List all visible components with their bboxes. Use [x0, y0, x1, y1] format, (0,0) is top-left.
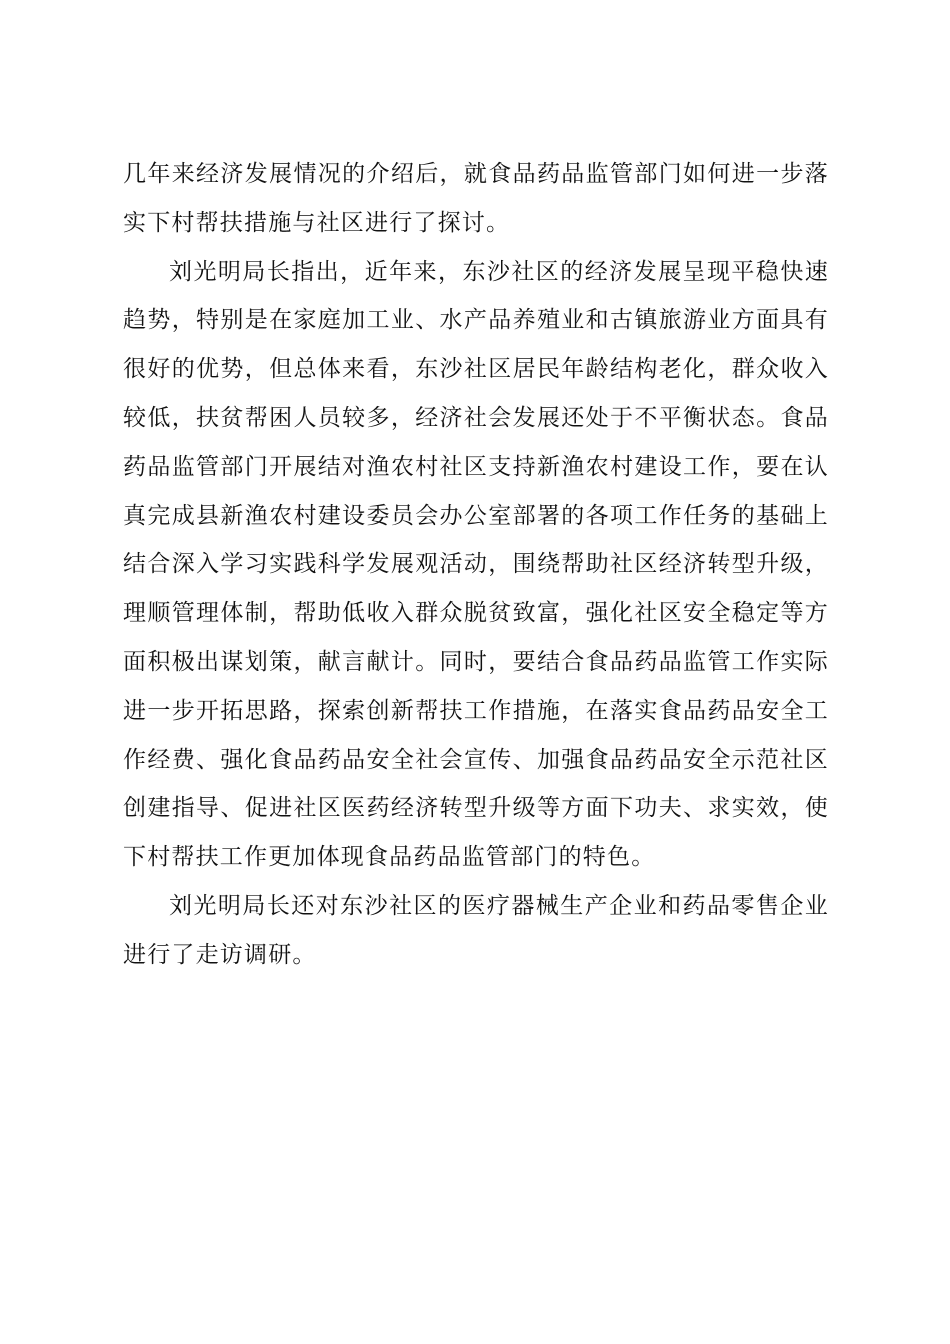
document-body	[123, 150, 829, 980]
paragraph-director-remarks: 刘光明局长指出，近年来，东沙社区的经济发展呈现平稳快速趋势，特别是在家庭加工业、水产品养殖业和古镇旅游业方面具有很好的优势，但总体来看，东沙社区居民年龄结构老化，群众收入较低，扶贫帮困人员较多，经济社会发展还处于不平衡状态。食品药品监管部门开展结对渔农村社区支持新渔农村建设工作，要在认真完成县新渔农村建设委员会办公室部署的各项工作任务的基础上结合深入学习实践科学发展观活动，围绕帮助社区经济转型升级，理顺管理体制，帮助低收入群众脱贫致富，强化社区安全稳定等方面积极出谋划策，献言献计。同时，要结合食品药品监管工作实际进一步开拓思路，探索创新帮扶工作措施，在落实食品药品安全工作经费、强化食品药品安全社会宣传、加强食品药品安全示范社区创建指导、促进社区医药经济转型升级等方面下功夫、求实效，使下村帮扶工作更加体现食品药品监管部门的特色。	[123, 258, 829, 871]
paragraph-continued: 几年来经济发展情况的介绍后，就食品药品监管部门如何进一步落实下村帮扶措施与社区进行了探讨。	[123, 161, 829, 236]
paragraph-site-visit: 刘光明局长还对东沙社区的医疗器械生产企业和药品零售企业进行了走访调研。	[123, 892, 829, 968]
